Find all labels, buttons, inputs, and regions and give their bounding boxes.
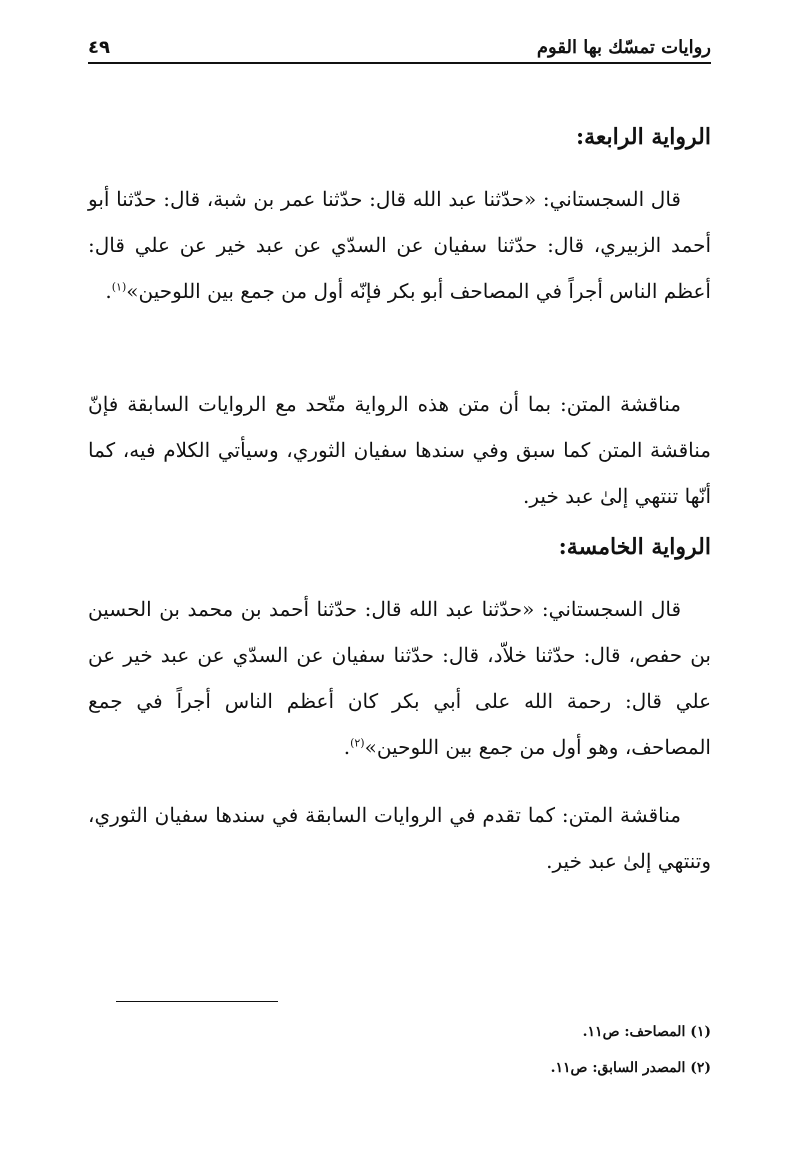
fifth-narration-quote: قال السجستاني: «حدّثنا عبد الله قال: حدّثنا أحمد بن محمد بن الحسين بن حفص، قال: حدّثنا خلاّد، قال: حدّثنا سفيان عن السدّي عن عبد خير عن علي قال: رحمة الله على أبي بكر كان أعظم الناس أجراً في جمع المصاحف، وهو أول من جمع بين اللوحين» <box>88 597 711 759</box>
footnote-2: (٢) المصدر السابق: ص١١. <box>550 1060 711 1076</box>
section-heading-fifth-narration: الرواية الخامسة: <box>558 534 711 560</box>
page-number: ٤٩ <box>88 37 110 58</box>
fifth-discussion-text: مناقشة المتن: كما تقدم في الروايات السابقة في سندها سفيان الثوري، وتنتهي إلىٰ عبد خير. <box>88 803 711 873</box>
footnote-separator <box>116 1001 278 1002</box>
fifth-narration-discussion <box>88 792 711 884</box>
fifth-narration-end: . <box>343 735 351 759</box>
fourth-discussion-text: مناقشة المتن: بما أن متن هذه الرواية متّحد مع الروايات السابقة فإنّ مناقشة المتن كما سبق وفي سندها سفيان الثوري، وسيأتي الكلام فيه، كما أنّها تنتهي إلىٰ عبد خير. <box>88 392 711 508</box>
fourth-narration-end: . <box>105 279 112 303</box>
fourth-narration-discussion <box>88 381 711 519</box>
fourth-narration-quote: قال السجستاني: «حدّثنا عبد الله قال: حدّثنا عمر بن شبة، قال: حدّثنا أبو أحمد الزبيري، قال: حدّثنا سفيان عن السدّي عن عبد خير عن علي قال: أعظم الناس أجراً في المصاحف أبو بكر فإنّه أول من جمع بين اللوحين» <box>88 187 711 303</box>
running-title: روايات تمسّك بها القوم <box>536 37 711 58</box>
footnote-ref-1: (١) <box>111 280 127 294</box>
page-header <box>88 24 711 64</box>
section-heading-fourth-narration: الرواية الرابعة: <box>576 124 711 150</box>
footnote-ref-2: (٢) <box>350 736 365 750</box>
fourth-narration-text <box>88 176 711 314</box>
footnote-1: (١) المصاحف: ص١١. <box>582 1024 711 1040</box>
book-page <box>88 24 711 1134</box>
fifth-narration-text <box>88 586 711 770</box>
